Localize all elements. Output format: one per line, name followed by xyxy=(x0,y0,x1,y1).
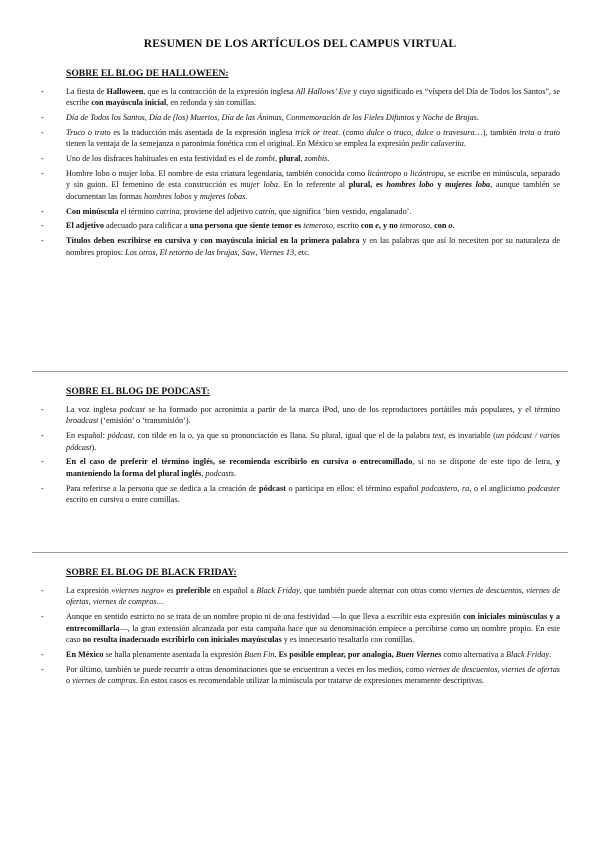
text-run: escrito en cursiva o entre comillas. xyxy=(66,495,180,505)
text-run: broadcast xyxy=(66,416,99,426)
list-item xyxy=(40,86,560,109)
text-run: . xyxy=(463,139,466,149)
text-run: y cuyo significado es “víspera del Día de Todos los Santos”, se escribe xyxy=(66,87,561,108)
section-divider xyxy=(32,552,568,553)
bullet-dash: - xyxy=(41,113,44,123)
text-run: , se escribe en minúscula, separado y sin guion. El femenino de esta construcción es xyxy=(66,169,561,190)
text-run: y xyxy=(191,191,200,201)
list-item xyxy=(40,168,560,202)
text-run: el término xyxy=(118,206,157,216)
text-run: un pódcast / varios pódcast xyxy=(66,431,560,452)
section-heading: SOBRE EL BLOG DE BLACK FRIDAY: xyxy=(66,567,237,578)
text-run: pedir calaverita xyxy=(411,139,464,149)
text-run: . xyxy=(476,113,479,123)
text-run: dulce o truco xyxy=(366,128,412,137)
text-run: Hombre lobo o mujer loba. El nombre de esta criatura legendaria, también conocida como xyxy=(66,169,368,178)
text-run: con mayúscula inicial xyxy=(91,98,167,108)
list-item xyxy=(40,153,560,164)
text-run: , xyxy=(281,113,286,123)
text-run: y manteniendo la forma del plural inglés xyxy=(66,457,560,478)
text-run: Para referirse a la persona que se dedica a la creación de xyxy=(66,483,260,493)
bullet-dash: - xyxy=(41,206,44,216)
text-run: podcast xyxy=(119,405,146,414)
text-run: con iniciales minúsculas y a entrecomillarla xyxy=(66,612,560,633)
text-run: All Hallows’ Eve xyxy=(295,87,351,96)
text-run: Conmemoración de los Fieles Difuntos xyxy=(285,113,415,123)
text-run: » es xyxy=(160,586,176,595)
text-run: , que significa ‘bien vestido, engalanado’. xyxy=(274,206,412,216)
text-run: podcasts xyxy=(205,468,235,478)
text-run: , escrito xyxy=(332,221,361,231)
bullet-dash: - xyxy=(41,128,44,137)
text-run: Uno de los disfraces habituales en esta festividad es el de xyxy=(66,154,256,164)
list-item xyxy=(40,404,560,427)
text-run: tienen la ventaja de la semejanza o paronimia fonética con el original. En México se emplea la expresión xyxy=(66,139,412,149)
text-run: pódcast xyxy=(107,431,133,441)
section-heading: SOBRE EL BLOG DE HALLOWEEN: xyxy=(66,68,229,79)
text-run: mujer loba xyxy=(240,180,278,190)
text-run: , o el anglicismo xyxy=(469,483,528,493)
text-run: Día de las Ánimas xyxy=(221,113,282,123)
text-run: como alternativa a xyxy=(441,649,507,659)
list-item xyxy=(40,206,560,217)
section-black-friday xyxy=(40,567,560,690)
document-title: RESUMEN DE LOS ARTÍCULOS DEL CAMPUS VIRTUAL xyxy=(143,37,457,50)
bullet-dash: - xyxy=(41,649,44,659)
list-item xyxy=(40,649,560,660)
list-item xyxy=(40,235,560,258)
bullet-dash: - xyxy=(41,457,44,467)
text-run: Los otros xyxy=(125,247,156,257)
text-run: o xyxy=(187,431,192,441)
text-run: . En lo referente al xyxy=(277,180,349,190)
text-run: , con tilde en la xyxy=(133,431,188,441)
text-run: viernes de ofertas xyxy=(501,664,560,674)
text-run: test xyxy=(432,431,444,441)
text-run: , y no xyxy=(378,221,400,231)
text-run: se halla plenamente asentada la expresión xyxy=(103,649,245,659)
bullet-dash: - xyxy=(41,586,44,595)
text-run: ). xyxy=(91,442,97,452)
section-divider xyxy=(32,371,568,372)
bullet-dash: - xyxy=(41,483,44,493)
text-run: Black Friday xyxy=(506,649,550,659)
text-run: . xyxy=(327,154,330,164)
text-run: . xyxy=(452,221,455,231)
list-item xyxy=(40,112,560,123)
text-run: . xyxy=(245,191,248,201)
text-run: viernes de descuentos xyxy=(426,664,498,674)
text-run: Black Friday xyxy=(256,586,300,595)
text-run: , xyxy=(201,468,206,478)
list-item xyxy=(40,664,560,687)
text-run: o xyxy=(448,221,453,231)
text-run: La voz inglesa xyxy=(66,405,120,414)
text-run: viernes negro xyxy=(115,586,161,595)
bullet-list xyxy=(40,585,560,686)
text-run: . En estos casos es recomendable utilizar la minúscula por tratarse de expresiones meramente descriptivas. xyxy=(135,676,485,686)
text-run: con xyxy=(360,221,376,231)
text-run: mujeres loba xyxy=(445,180,491,190)
bullet-dash: - xyxy=(41,405,44,414)
text-run: o xyxy=(66,676,73,686)
text-run: La expresión « xyxy=(66,586,116,595)
bullet-dash: - xyxy=(41,221,44,231)
text-run: , etc. xyxy=(294,247,310,257)
text-run: Por último, también se puede recurrir a otras denominaciones que se encuentran a veces en los medios, como xyxy=(66,664,427,674)
text-run: , xyxy=(300,154,305,164)
bullet-dash: - xyxy=(41,87,44,96)
text-run: Aunque en sentido estricto no se trata de un nombre propio ni de una festividad —lo que lleva a escribir esta expresión xyxy=(66,612,463,622)
text-run: licántropa xyxy=(409,169,444,178)
text-run: y xyxy=(414,113,423,123)
text-run: . (como xyxy=(338,128,367,137)
text-run: y xyxy=(433,180,446,190)
text-run: Buen Fin xyxy=(244,649,275,659)
text-run: , xyxy=(217,113,222,123)
text-run: no resulta inadecuado escribirlo con iniciales mayúsculas xyxy=(82,635,282,645)
text-run: —, la gran extensión alcanzada por esta campaña hace que su denominación empiece a percibirse como un nombre propio. En este caso xyxy=(66,623,560,645)
text-run: En el caso de preferir el término inglés, se recomienda escribirlo en cursiva o entrecomillado xyxy=(66,457,413,467)
list-item xyxy=(40,456,560,479)
text-run: En español: xyxy=(66,431,108,441)
section-podcast xyxy=(40,386,560,509)
text-run: temoroso xyxy=(399,221,430,231)
text-run: podcaster xyxy=(527,483,560,493)
section-heading: SOBRE EL BLOG DE PODCAST: xyxy=(66,386,210,397)
text-run: …), también xyxy=(474,128,520,137)
text-run: hombres lobo xyxy=(386,180,434,190)
text-run: , xyxy=(430,221,435,231)
text-run: , xyxy=(144,113,149,123)
text-run: , aunque también se documentan las formas xyxy=(66,180,561,201)
list-item xyxy=(40,483,560,506)
text-run: , xyxy=(274,154,280,164)
text-run: viernes de compras xyxy=(72,676,136,686)
bullet-dash: - xyxy=(41,236,44,246)
text-run: plural, es xyxy=(348,180,387,190)
list-item xyxy=(40,611,560,645)
bullet-list xyxy=(40,86,560,258)
text-run: (‘emisión’ o ‘transmisión’). xyxy=(98,416,191,426)
text-run: catrín xyxy=(255,206,275,216)
list-item xyxy=(40,220,560,231)
text-run: zombis xyxy=(304,154,328,164)
list-item xyxy=(40,127,560,150)
bullet-dash: - xyxy=(41,431,44,441)
text-run: Noche de Brujas xyxy=(422,113,477,123)
text-run: catrina xyxy=(156,206,180,216)
text-run: Día de Todos los Santos xyxy=(66,113,145,123)
text-run: o participa en ellos: el término español xyxy=(285,483,422,493)
section-halloween xyxy=(40,68,560,261)
text-run: con xyxy=(434,221,449,231)
list-item xyxy=(40,585,560,608)
text-run: dulce o travesura xyxy=(415,128,475,137)
text-run: temeroso xyxy=(303,221,333,231)
text-run: , que es la contracción de la expresión inglesa xyxy=(143,87,296,96)
text-run: Es posible emplear, por analogía, xyxy=(278,649,396,659)
text-run: , si no se dispone de este tipo de letra, xyxy=(412,457,556,467)
bullet-dash: - xyxy=(41,664,44,674)
text-run: El adjetivo xyxy=(66,221,104,231)
text-run: En México xyxy=(66,649,104,659)
text-run: Viernes 13 xyxy=(259,247,295,257)
text-run: en español a xyxy=(210,586,257,595)
text-run: La fiesta de xyxy=(66,87,107,96)
text-run: Con minúscula xyxy=(66,206,119,216)
text-run: trick or treat xyxy=(295,128,339,137)
text-run: . xyxy=(234,468,237,478)
text-run: , xyxy=(155,247,160,257)
text-run: pódcast xyxy=(259,483,286,493)
text-run: , xyxy=(255,247,260,257)
text-run: treta o trato xyxy=(519,128,560,137)
text-run: o xyxy=(401,169,410,178)
text-run: viernes de descuentos, viernes de ofertas, viernes de compras… xyxy=(66,586,561,607)
text-run: , xyxy=(411,128,416,137)
text-run: y es innecesario resaltarlo con comillas. xyxy=(281,635,415,645)
text-run: Halloween xyxy=(106,87,144,96)
text-run: se ha formado por acronimia a partir de la marca iPod, uno de los reproductores portátiles más populares, y el término xyxy=(145,405,560,414)
text-run: preferible xyxy=(175,586,211,595)
text-run: . xyxy=(274,649,279,659)
text-run: , que también puede alternar con otras como xyxy=(299,586,450,595)
text-run: , xyxy=(497,664,502,674)
text-run: adecuado para calificar a xyxy=(103,221,190,231)
text-run: hombres lobos xyxy=(144,191,192,201)
bullet-dash: - xyxy=(41,169,44,178)
text-run: Títulos deben escribirse en cursiva y con mayúscula inicial en la primera palabra xyxy=(66,236,360,246)
list-item xyxy=(40,430,560,453)
text-run: una persona que siente temor es xyxy=(189,221,304,231)
text-run: Día de (los) Muertos xyxy=(148,113,218,123)
text-run: , en redonda y sin comillas. xyxy=(166,98,257,108)
text-run: licántropo xyxy=(367,169,402,178)
text-run: podcastero, ra xyxy=(421,483,470,493)
text-run: El retorno de las brujas xyxy=(159,247,238,257)
text-run: Truco o trato xyxy=(66,128,111,137)
text-run: plural xyxy=(279,154,301,164)
text-run: , es invariable ( xyxy=(443,431,496,441)
text-run: , xyxy=(237,247,242,257)
text-run: . xyxy=(549,649,552,659)
text-run: es la traducción más asentada de la expresión inglesa xyxy=(110,128,296,137)
bullet-dash: - xyxy=(41,612,44,622)
text-run: Saw xyxy=(241,247,256,257)
text-run: y en las palabras que así lo necesiten por su naturaleza de nombres propios: xyxy=(66,236,561,257)
bullet-dash: - xyxy=(41,154,44,164)
text-run: zombi xyxy=(255,154,275,164)
text-run: , proviene del adjetivo xyxy=(179,206,255,216)
text-run: Buen Viernes xyxy=(395,649,442,659)
text-run: e xyxy=(375,221,379,231)
text-run: mujeres lobas xyxy=(199,191,246,201)
bullet-list xyxy=(40,404,560,505)
text-run: , ya que su pronunciación es llana. Su plural, igual que el de la palabra xyxy=(191,431,433,441)
